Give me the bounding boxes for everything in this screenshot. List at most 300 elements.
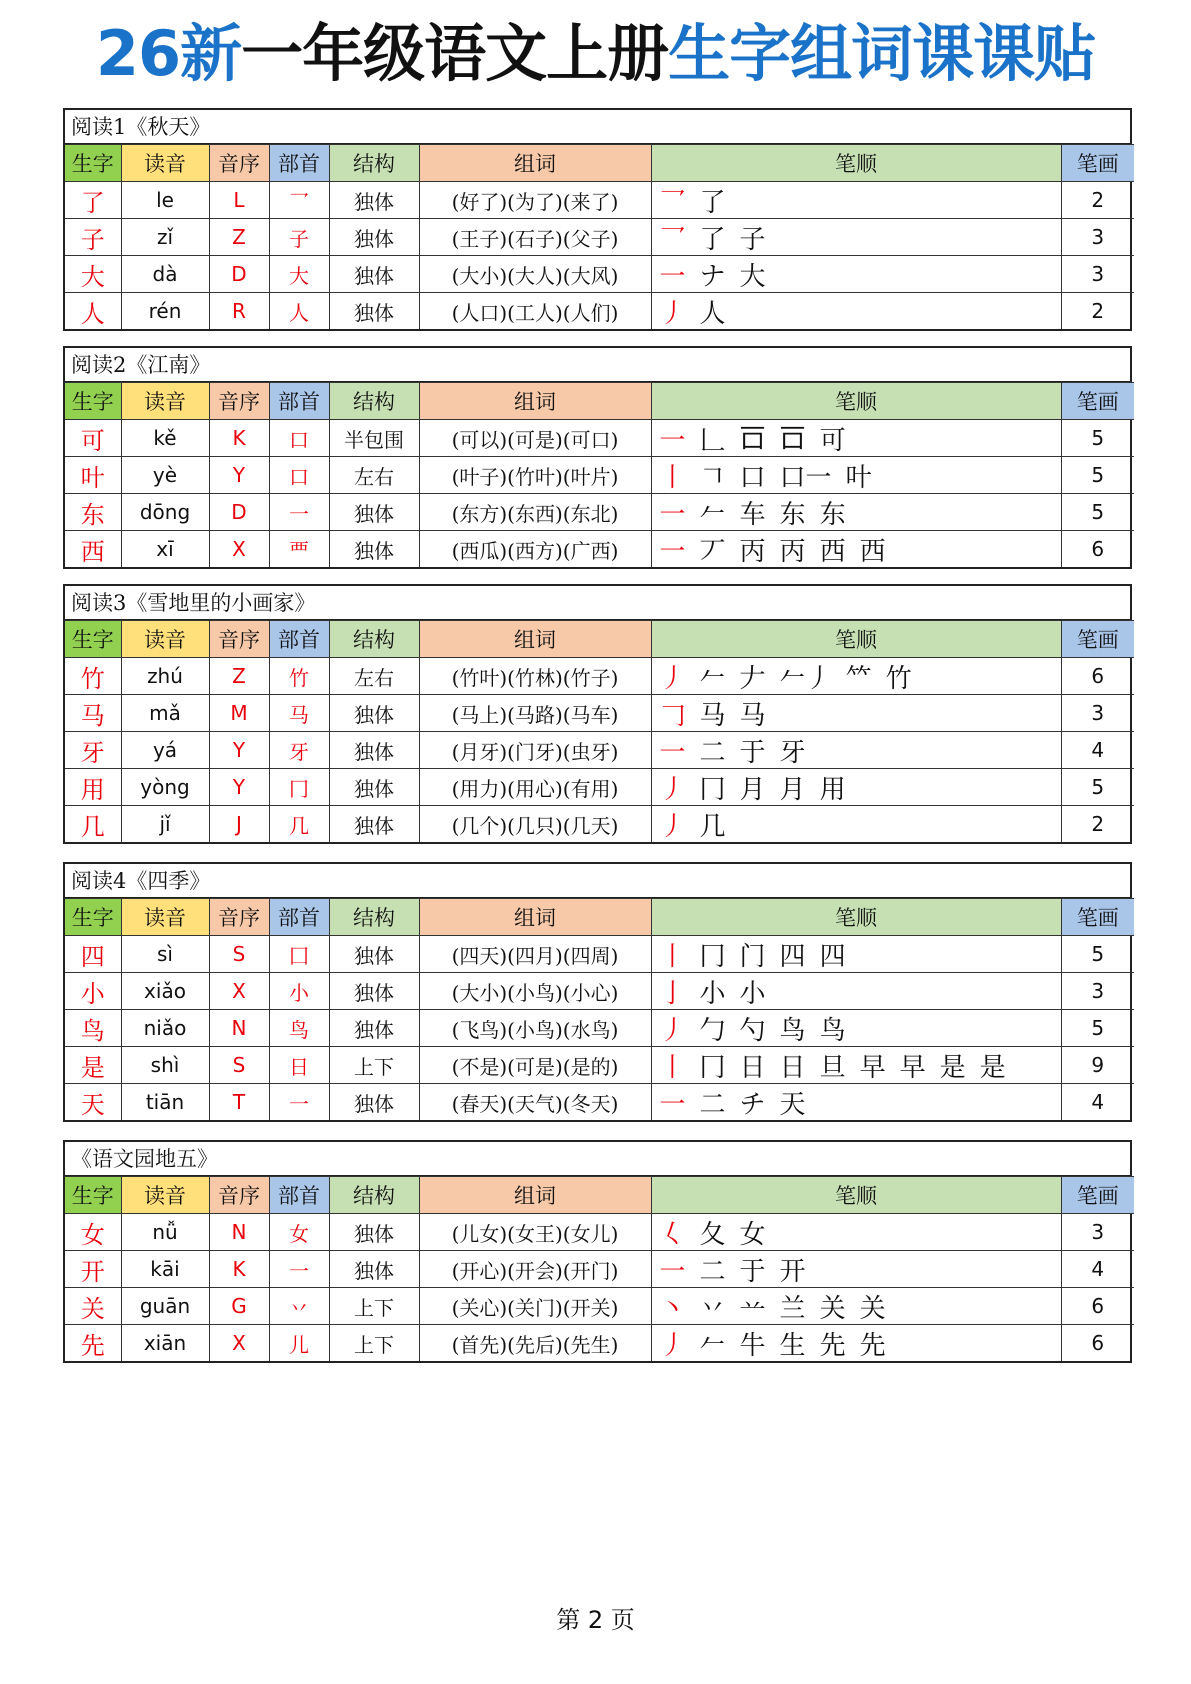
stroke-step bbox=[740, 1325, 766, 1362]
cell-strokes bbox=[651, 1325, 1061, 1362]
cell-radical: 儿 bbox=[269, 1325, 329, 1362]
cell-char: 叶 bbox=[65, 457, 121, 494]
stroke-step bbox=[660, 256, 686, 293]
stroke-step bbox=[780, 531, 806, 568]
stroke-step bbox=[860, 531, 886, 568]
stroke-glyph: 旦 bbox=[819, 1052, 846, 1083]
stroke-step bbox=[780, 1288, 806, 1325]
cell-order: G bbox=[209, 1288, 269, 1325]
cell-pron: sì bbox=[121, 936, 209, 973]
cell-structure: 独体 bbox=[329, 531, 419, 568]
cell-pron: shì bbox=[121, 1047, 209, 1084]
stroke-step bbox=[660, 806, 686, 843]
cell-structure: 独体 bbox=[329, 695, 419, 732]
stroke-sequence bbox=[660, 1084, 1061, 1120]
cell-strokes bbox=[651, 420, 1061, 457]
cell-words: (关心)(关门)(开关) bbox=[419, 1288, 651, 1325]
stroke-step bbox=[740, 732, 766, 769]
stroke-step bbox=[660, 219, 686, 256]
stroke-step bbox=[660, 695, 686, 732]
cell-char: 牙 bbox=[65, 732, 121, 769]
cell-pron: zǐ bbox=[121, 219, 209, 256]
cell-char: 用 bbox=[65, 769, 121, 806]
stroke-step bbox=[740, 423, 766, 454]
stroke-step bbox=[740, 531, 766, 568]
stroke-step bbox=[700, 494, 726, 531]
header-words: 组词 bbox=[419, 145, 651, 182]
cell-words: (几个)(几只)(几天) bbox=[419, 806, 651, 843]
cell-pron: jǐ bbox=[121, 806, 209, 843]
header-order: 音序 bbox=[209, 1177, 269, 1214]
section-title: 阅读3《雪地里的小画家》 bbox=[65, 586, 1130, 620]
header-pron: 读音 bbox=[121, 383, 209, 420]
header-count: 笔画 bbox=[1061, 145, 1134, 182]
stroke-glyph: 于 bbox=[739, 1256, 766, 1287]
table-row bbox=[65, 1251, 1134, 1288]
stroke-sequence bbox=[660, 806, 1061, 842]
stroke-step bbox=[780, 1047, 806, 1084]
stroke-glyph: 了 bbox=[699, 224, 726, 255]
stroke-step bbox=[660, 1288, 686, 1325]
cell-count: 5 bbox=[1061, 936, 1134, 973]
stroke-glyph: 四 bbox=[779, 941, 806, 972]
stroke-step bbox=[700, 732, 726, 769]
stroke-glyph: 丿 bbox=[659, 1015, 686, 1046]
stroke-glyph: 𥫗 bbox=[845, 663, 872, 694]
stroke-glyph: 四 bbox=[819, 941, 846, 972]
cell-order: R bbox=[209, 293, 269, 330]
stroke-step bbox=[820, 420, 846, 457]
header-strokes: 笔顺 bbox=[651, 145, 1061, 182]
cell-char: 是 bbox=[65, 1047, 121, 1084]
cell-count: 9 bbox=[1061, 1047, 1134, 1084]
title-part-1: 26新 bbox=[95, 17, 242, 90]
cell-pron: dà bbox=[121, 256, 209, 293]
cell-strokes bbox=[651, 936, 1061, 973]
cell-count: 4 bbox=[1061, 732, 1134, 769]
stroke-step bbox=[740, 494, 766, 531]
cell-pron: dōng bbox=[121, 494, 209, 531]
cell-order: M bbox=[209, 695, 269, 732]
stroke-step bbox=[860, 1288, 886, 1325]
header-count: 笔画 bbox=[1061, 383, 1134, 420]
stroke-step bbox=[740, 936, 766, 973]
stroke-step bbox=[780, 1251, 806, 1288]
header-char: 生字 bbox=[65, 383, 121, 420]
cell-count: 3 bbox=[1061, 219, 1134, 256]
header-words: 组词 bbox=[419, 1177, 651, 1214]
section-title: 阅读4《四季》 bbox=[65, 864, 1130, 898]
cell-strokes bbox=[651, 531, 1061, 568]
cell-words: (王子)(石子)(父子) bbox=[419, 219, 651, 256]
cell-words: (大小)(小鸟)(小心) bbox=[419, 973, 651, 1010]
cell-radical: 大 bbox=[269, 256, 329, 293]
stroke-sequence bbox=[660, 531, 1061, 567]
stroke-step bbox=[660, 420, 686, 457]
stroke-step bbox=[780, 936, 806, 973]
cell-order: L bbox=[209, 182, 269, 219]
stroke-glyph: 冂 bbox=[699, 941, 726, 972]
stroke-step bbox=[780, 1084, 806, 1121]
cell-char: 女 bbox=[65, 1214, 121, 1251]
cell-order: K bbox=[209, 1251, 269, 1288]
cell-char: 子 bbox=[65, 219, 121, 256]
cell-strokes bbox=[651, 1251, 1061, 1288]
cell-radical: 一 bbox=[269, 1251, 329, 1288]
section-title: 阅读1《秋天》 bbox=[65, 110, 1130, 144]
cell-pron: kāi bbox=[121, 1251, 209, 1288]
cell-order: Y bbox=[209, 457, 269, 494]
page-footer: 第 2 页 bbox=[556, 1606, 635, 1634]
cell-order: N bbox=[209, 1010, 269, 1047]
header-pron: 读音 bbox=[121, 621, 209, 658]
table-row bbox=[65, 1325, 1134, 1362]
character-table bbox=[65, 1176, 1134, 1361]
cell-pron: mǎ bbox=[121, 695, 209, 732]
cell-strokes bbox=[651, 1288, 1061, 1325]
cell-structure: 独体 bbox=[329, 293, 419, 330]
stroke-step bbox=[700, 293, 726, 330]
cell-char: 天 bbox=[65, 1084, 121, 1121]
header-strokes: 笔顺 bbox=[651, 899, 1061, 936]
stroke-glyph: 马 bbox=[739, 700, 766, 731]
stroke-glyph: 𠮛 bbox=[739, 423, 766, 454]
cell-char: 开 bbox=[65, 1251, 121, 1288]
cell-char: 东 bbox=[65, 494, 121, 531]
cell-count: 5 bbox=[1061, 494, 1134, 531]
cell-structure: 左右 bbox=[329, 457, 419, 494]
stroke-glyph: 东 bbox=[779, 499, 806, 530]
cell-structure: 上下 bbox=[329, 1288, 419, 1325]
table-row bbox=[65, 1010, 1134, 1047]
page-title bbox=[0, 14, 1191, 94]
cell-radical: 人 bbox=[269, 293, 329, 330]
stroke-sequence bbox=[660, 1214, 1061, 1250]
cell-words: (大小)(大人)(大风) bbox=[419, 256, 651, 293]
stroke-step bbox=[700, 695, 726, 732]
stroke-step bbox=[660, 182, 686, 219]
stroke-glyph: 天 bbox=[779, 1089, 806, 1120]
cell-count: 3 bbox=[1061, 256, 1134, 293]
stroke-glyph: 开 bbox=[779, 1256, 806, 1287]
character-table bbox=[65, 382, 1134, 567]
stroke-glyph: 丿 bbox=[659, 811, 686, 842]
table-row bbox=[65, 293, 1134, 330]
table-row bbox=[65, 973, 1134, 1010]
cell-pron: zhú bbox=[121, 658, 209, 695]
stroke-step bbox=[820, 1325, 846, 1362]
header-strokes: 笔顺 bbox=[651, 1177, 1061, 1214]
character-table bbox=[65, 898, 1134, 1120]
stroke-step bbox=[700, 531, 726, 568]
cell-count: 5 bbox=[1061, 420, 1134, 457]
stroke-step bbox=[740, 219, 766, 256]
stroke-glyph: 𠃌 bbox=[659, 700, 686, 731]
stroke-step bbox=[700, 219, 726, 256]
stroke-step bbox=[660, 1251, 686, 1288]
stroke-step bbox=[820, 494, 846, 531]
stroke-step bbox=[780, 423, 806, 454]
stroke-step bbox=[980, 1047, 1006, 1084]
stroke-step bbox=[820, 769, 846, 806]
header-char: 生字 bbox=[65, 899, 121, 936]
cell-words: (首先)(先后)(先生) bbox=[419, 1325, 651, 1362]
stroke-step bbox=[700, 1084, 726, 1121]
cell-words: (儿女)(女王)(女儿) bbox=[419, 1214, 651, 1251]
stroke-glyph: 用 bbox=[819, 774, 846, 805]
cell-count: 3 bbox=[1061, 1214, 1134, 1251]
stroke-glyph: 可 bbox=[819, 425, 846, 456]
cell-strokes bbox=[651, 973, 1061, 1010]
stroke-glyph: 口 bbox=[739, 462, 766, 493]
lesson-section bbox=[63, 1140, 1132, 1363]
header-count: 笔画 bbox=[1061, 1177, 1134, 1214]
stroke-sequence bbox=[660, 769, 1061, 805]
stroke-step bbox=[660, 494, 686, 531]
stroke-step bbox=[700, 457, 726, 494]
stroke-step bbox=[820, 1288, 846, 1325]
cell-strokes bbox=[651, 457, 1061, 494]
cell-count: 5 bbox=[1061, 457, 1134, 494]
stroke-sequence bbox=[660, 936, 1061, 972]
cell-radical: 一 bbox=[269, 494, 329, 531]
stroke-step bbox=[780, 1325, 806, 1362]
stroke-sequence bbox=[660, 695, 1061, 731]
stroke-glyph: 𠂇 bbox=[739, 663, 766, 694]
stroke-glyph: 兰 bbox=[779, 1293, 806, 1324]
header-structure: 结构 bbox=[329, 383, 419, 420]
stroke-glyph: 𡿨 bbox=[659, 1219, 686, 1250]
stroke-step bbox=[846, 457, 872, 494]
header-structure: 结构 bbox=[329, 1177, 419, 1214]
cell-order: D bbox=[209, 494, 269, 531]
cell-order: S bbox=[209, 1047, 269, 1084]
header-radical: 部首 bbox=[269, 145, 329, 182]
stroke-glyph: 大 bbox=[739, 261, 766, 292]
stroke-glyph: 丆 bbox=[699, 536, 726, 567]
header-pron: 读音 bbox=[121, 1177, 209, 1214]
stroke-step bbox=[660, 1214, 686, 1251]
cell-order: N bbox=[209, 1214, 269, 1251]
stroke-glyph: 小 bbox=[739, 978, 766, 1009]
stroke-glyph: 丿 bbox=[659, 1330, 686, 1361]
table-row bbox=[65, 1084, 1134, 1121]
cell-strokes bbox=[651, 219, 1061, 256]
cell-radical: 子 bbox=[269, 219, 329, 256]
stroke-glyph: 早 bbox=[859, 1052, 886, 1083]
stroke-step bbox=[660, 1047, 686, 1084]
table-row bbox=[65, 256, 1134, 293]
cell-char: 可 bbox=[65, 420, 121, 457]
cell-order: Z bbox=[209, 219, 269, 256]
stroke-sequence bbox=[660, 182, 1061, 218]
stroke-glyph: 一 bbox=[659, 425, 686, 456]
stroke-glyph: 𠮛 bbox=[779, 423, 806, 454]
cell-structure: 独体 bbox=[329, 769, 419, 806]
cell-order: Y bbox=[209, 732, 269, 769]
stroke-sequence bbox=[660, 1325, 1061, 1361]
stroke-glyph: 关 bbox=[819, 1293, 846, 1324]
title-part-3: 生字组词课课贴 bbox=[668, 17, 1096, 90]
cell-count: 6 bbox=[1061, 658, 1134, 695]
table-row bbox=[65, 494, 1134, 531]
stroke-glyph: 𠂉 bbox=[699, 499, 726, 530]
character-table bbox=[65, 620, 1134, 842]
stroke-step bbox=[700, 973, 726, 1010]
stroke-glyph: 日 bbox=[739, 1052, 766, 1083]
stroke-glyph: 勹 bbox=[699, 1015, 726, 1046]
cell-strokes bbox=[651, 256, 1061, 293]
table-row bbox=[65, 531, 1134, 568]
cell-structure: 独体 bbox=[329, 1010, 419, 1047]
cell-radical: 口 bbox=[269, 457, 329, 494]
stroke-step bbox=[660, 658, 686, 695]
stroke-step bbox=[700, 1325, 726, 1362]
stroke-step bbox=[700, 420, 726, 457]
table-row bbox=[65, 695, 1134, 732]
cell-count: 6 bbox=[1061, 531, 1134, 568]
cell-words: (用力)(用心)(有用) bbox=[419, 769, 651, 806]
stroke-step bbox=[660, 531, 686, 568]
stroke-sequence bbox=[660, 732, 1061, 768]
stroke-glyph: 牛 bbox=[739, 1330, 766, 1361]
stroke-glyph: 丨 bbox=[659, 462, 686, 493]
table-row bbox=[65, 182, 1134, 219]
cell-count: 6 bbox=[1061, 1325, 1134, 1362]
stroke-glyph: 一 bbox=[659, 737, 686, 768]
stroke-step bbox=[700, 182, 726, 219]
table-row bbox=[65, 420, 1134, 457]
cell-pron: tiān bbox=[121, 1084, 209, 1121]
cell-words: (开心)(开会)(开门) bbox=[419, 1251, 651, 1288]
cell-pron: guān bbox=[121, 1288, 209, 1325]
stroke-step bbox=[660, 973, 686, 1010]
header-strokes: 笔顺 bbox=[651, 621, 1061, 658]
cell-words: (春天)(天气)(冬天) bbox=[419, 1084, 651, 1121]
stroke-glyph: チ bbox=[739, 1089, 766, 1120]
cell-char: 先 bbox=[65, 1325, 121, 1362]
stroke-glyph: 亅 bbox=[659, 978, 686, 1009]
title-part-2: 一年级语文上册 bbox=[241, 17, 669, 90]
stroke-glyph: 二 bbox=[699, 737, 726, 768]
cell-words: (东方)(东西)(东北) bbox=[419, 494, 651, 531]
table-row bbox=[65, 1047, 1134, 1084]
stroke-glyph: 𠂉丿 bbox=[779, 663, 832, 694]
stroke-step bbox=[740, 457, 766, 494]
cell-structure: 左右 bbox=[329, 658, 419, 695]
stroke-glyph: 牙 bbox=[779, 737, 806, 768]
stroke-sequence bbox=[660, 293, 1061, 329]
stroke-step bbox=[700, 1047, 726, 1084]
stroke-glyph: 丿 bbox=[659, 663, 686, 694]
stroke-glyph: 乛 bbox=[659, 224, 686, 255]
cell-strokes bbox=[651, 1047, 1061, 1084]
stroke-glyph: 𠂉 bbox=[699, 1330, 726, 1361]
stroke-glyph: 东 bbox=[819, 499, 846, 530]
cell-strokes bbox=[651, 494, 1061, 531]
header-pron: 读音 bbox=[121, 899, 209, 936]
stroke-glyph: 人 bbox=[699, 298, 726, 329]
cell-structure: 独体 bbox=[329, 806, 419, 843]
cell-order: D bbox=[209, 256, 269, 293]
header-structure: 结构 bbox=[329, 621, 419, 658]
header-char: 生字 bbox=[65, 1177, 121, 1214]
stroke-glyph: 先 bbox=[859, 1330, 886, 1361]
cell-count: 5 bbox=[1061, 769, 1134, 806]
cell-structure: 上下 bbox=[329, 1047, 419, 1084]
cell-char: 关 bbox=[65, 1288, 121, 1325]
cell-char: 马 bbox=[65, 695, 121, 732]
stroke-step bbox=[660, 936, 686, 973]
stroke-glyph: 于 bbox=[739, 737, 766, 768]
header-order: 音序 bbox=[209, 621, 269, 658]
stroke-glyph: 门 bbox=[739, 941, 766, 972]
lesson-section bbox=[63, 862, 1132, 1122]
cell-radical: 马 bbox=[269, 695, 329, 732]
cell-count: 5 bbox=[1061, 1010, 1134, 1047]
stroke-glyph: 二 bbox=[699, 1089, 726, 1120]
cell-order: Y bbox=[209, 769, 269, 806]
cell-structure: 独体 bbox=[329, 732, 419, 769]
stroke-step bbox=[860, 1325, 886, 1362]
stroke-step bbox=[660, 1010, 686, 1047]
stroke-step bbox=[860, 1047, 886, 1084]
stroke-glyph: 丿 bbox=[659, 298, 686, 329]
stroke-step bbox=[660, 293, 686, 330]
header-row bbox=[65, 145, 1134, 182]
stroke-glyph: 关 bbox=[859, 1293, 886, 1324]
cell-words: (四天)(四月)(四周) bbox=[419, 936, 651, 973]
stroke-glyph: 西 bbox=[859, 536, 886, 567]
cell-strokes bbox=[651, 658, 1061, 695]
stroke-glyph: 乛 bbox=[659, 187, 686, 218]
cell-strokes bbox=[651, 1010, 1061, 1047]
cell-pron: le bbox=[121, 182, 209, 219]
lesson-section bbox=[63, 584, 1132, 844]
section-title: 《语文园地五》 bbox=[65, 1142, 1130, 1176]
cell-char: 竹 bbox=[65, 658, 121, 695]
cell-pron: rén bbox=[121, 293, 209, 330]
stroke-sequence bbox=[660, 973, 1061, 1009]
cell-char: 鸟 bbox=[65, 1010, 121, 1047]
header-row bbox=[65, 621, 1134, 658]
cell-radical: 丷 bbox=[269, 1288, 329, 1325]
stroke-step bbox=[940, 1047, 966, 1084]
cell-pron: niǎo bbox=[121, 1010, 209, 1047]
stroke-sequence bbox=[660, 420, 1061, 456]
stroke-step bbox=[740, 1251, 766, 1288]
header-char: 生字 bbox=[65, 621, 121, 658]
cell-pron: xiǎo bbox=[121, 973, 209, 1010]
stroke-glyph: 丿 bbox=[659, 774, 686, 805]
stroke-glyph: 是 bbox=[979, 1052, 1006, 1083]
cell-radical: 鸟 bbox=[269, 1010, 329, 1047]
table-row bbox=[65, 1214, 1134, 1251]
cell-structure: 独体 bbox=[329, 494, 419, 531]
cell-order: X bbox=[209, 531, 269, 568]
cell-pron: yòng bbox=[121, 769, 209, 806]
header-order: 音序 bbox=[209, 383, 269, 420]
stroke-step bbox=[780, 494, 806, 531]
cell-structure: 独体 bbox=[329, 1084, 419, 1121]
stroke-step bbox=[660, 1084, 686, 1121]
stroke-glyph: 一 bbox=[659, 499, 686, 530]
lesson-section bbox=[63, 346, 1132, 569]
stroke-step bbox=[820, 1047, 846, 1084]
header-radical: 部首 bbox=[269, 899, 329, 936]
stroke-step bbox=[740, 769, 766, 806]
stroke-glyph: 丶 bbox=[659, 1293, 686, 1324]
